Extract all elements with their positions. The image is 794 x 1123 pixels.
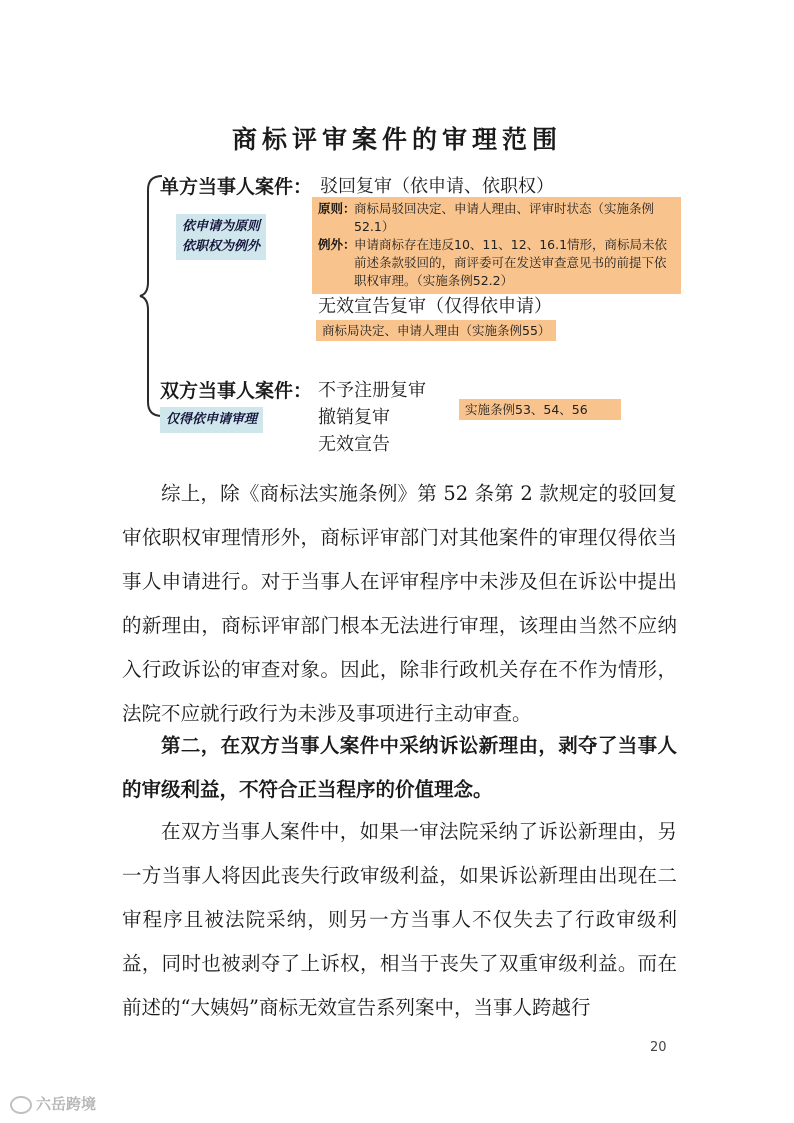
- bilateral-item-2: 撤销复审: [318, 407, 390, 428]
- unilateral-item-1: 驳回复审（依申请、依职权）: [320, 176, 554, 197]
- bilateral-note: 实施条例53、54、56: [459, 399, 621, 420]
- unilateral-item-2: 无效宣告复审（仅得依申请）: [318, 296, 552, 317]
- unilateral-tag: [176, 214, 266, 260]
- exception-text: 申请商标存在违反10、11、12、16.1情形，商标局未依前述条款驳回的，商评委可在发送审查意见书的前提下依职权审理。（实施条例52.2）: [354, 237, 668, 288]
- watermark-logo-icon: [10, 1096, 32, 1114]
- unilateral-tag-line-1: 依申请为原则: [182, 219, 261, 234]
- watermark: [10, 1093, 96, 1114]
- unilateral-item-2-note: 商标局决定、申请人理由（实施条例55）: [316, 320, 556, 341]
- unilateral-label: 单方当事人案件：: [160, 176, 313, 198]
- bilateral-item-1: 不予注册复审: [318, 380, 426, 401]
- paragraph-3: 在双方当事人案件中，如果一审法院采纳了诉讼新理由，另一方当事人将因此丧失行政审级利益，如果诉讼新理由出现在二审程序且被法院采纳，则另一方当事人不仅失去了行政审级利益，同时也被剥夺了上诉权，相当于丧失了双重审级利益。而在前述的“大姨妈”商标无效宣告系列案中，当事人跨越行: [122, 820, 677, 1019]
- principle-row: [318, 200, 675, 236]
- exception-row: [318, 236, 675, 290]
- watermark-text: 六岳跨境: [36, 1095, 97, 1113]
- exception-label: 例外：: [318, 237, 356, 252]
- bilateral-item-3: 无效宣告: [318, 434, 390, 455]
- bilateral-label: 双方当事人案件：: [160, 380, 313, 402]
- bilateral-tag: 仅得依申请审理: [160, 407, 263, 433]
- unilateral-tag-line-2: 依职权为例外: [182, 239, 261, 254]
- principle-text: 商标局驳回决定、申请人理由、评审时状态（实施条例52.1）: [354, 201, 655, 234]
- unilateral-item-1-note: [312, 197, 681, 294]
- principle-label: 原则：: [318, 201, 356, 216]
- paragraph-2-heading: 第二，在双方当事人案件中采纳诉讼新理由，剥夺了当事人的审级利益，不符合正当程序的价值理念。: [122, 734, 677, 801]
- page-number: 20: [650, 1040, 667, 1055]
- diagram-title: 商标评审案件的审理范围: [231, 125, 562, 154]
- paragraph-1: 综上，除《商标法实施条例》第 52 条第 2 款规定的驳回复审依职权审理情形外，商标评审部门对其他案件的审理仅得依当事人申请进行。对于当事人在评审程序中未涉及但在诉讼中提出的新理由，商标评审部门根本无法进行审理，该理由当然不应纳入行政诉讼的审查对象。因此，除非行政机关存在不作为情形，法院不应就行政行为未涉及事项进行主动审查。: [122, 482, 677, 725]
